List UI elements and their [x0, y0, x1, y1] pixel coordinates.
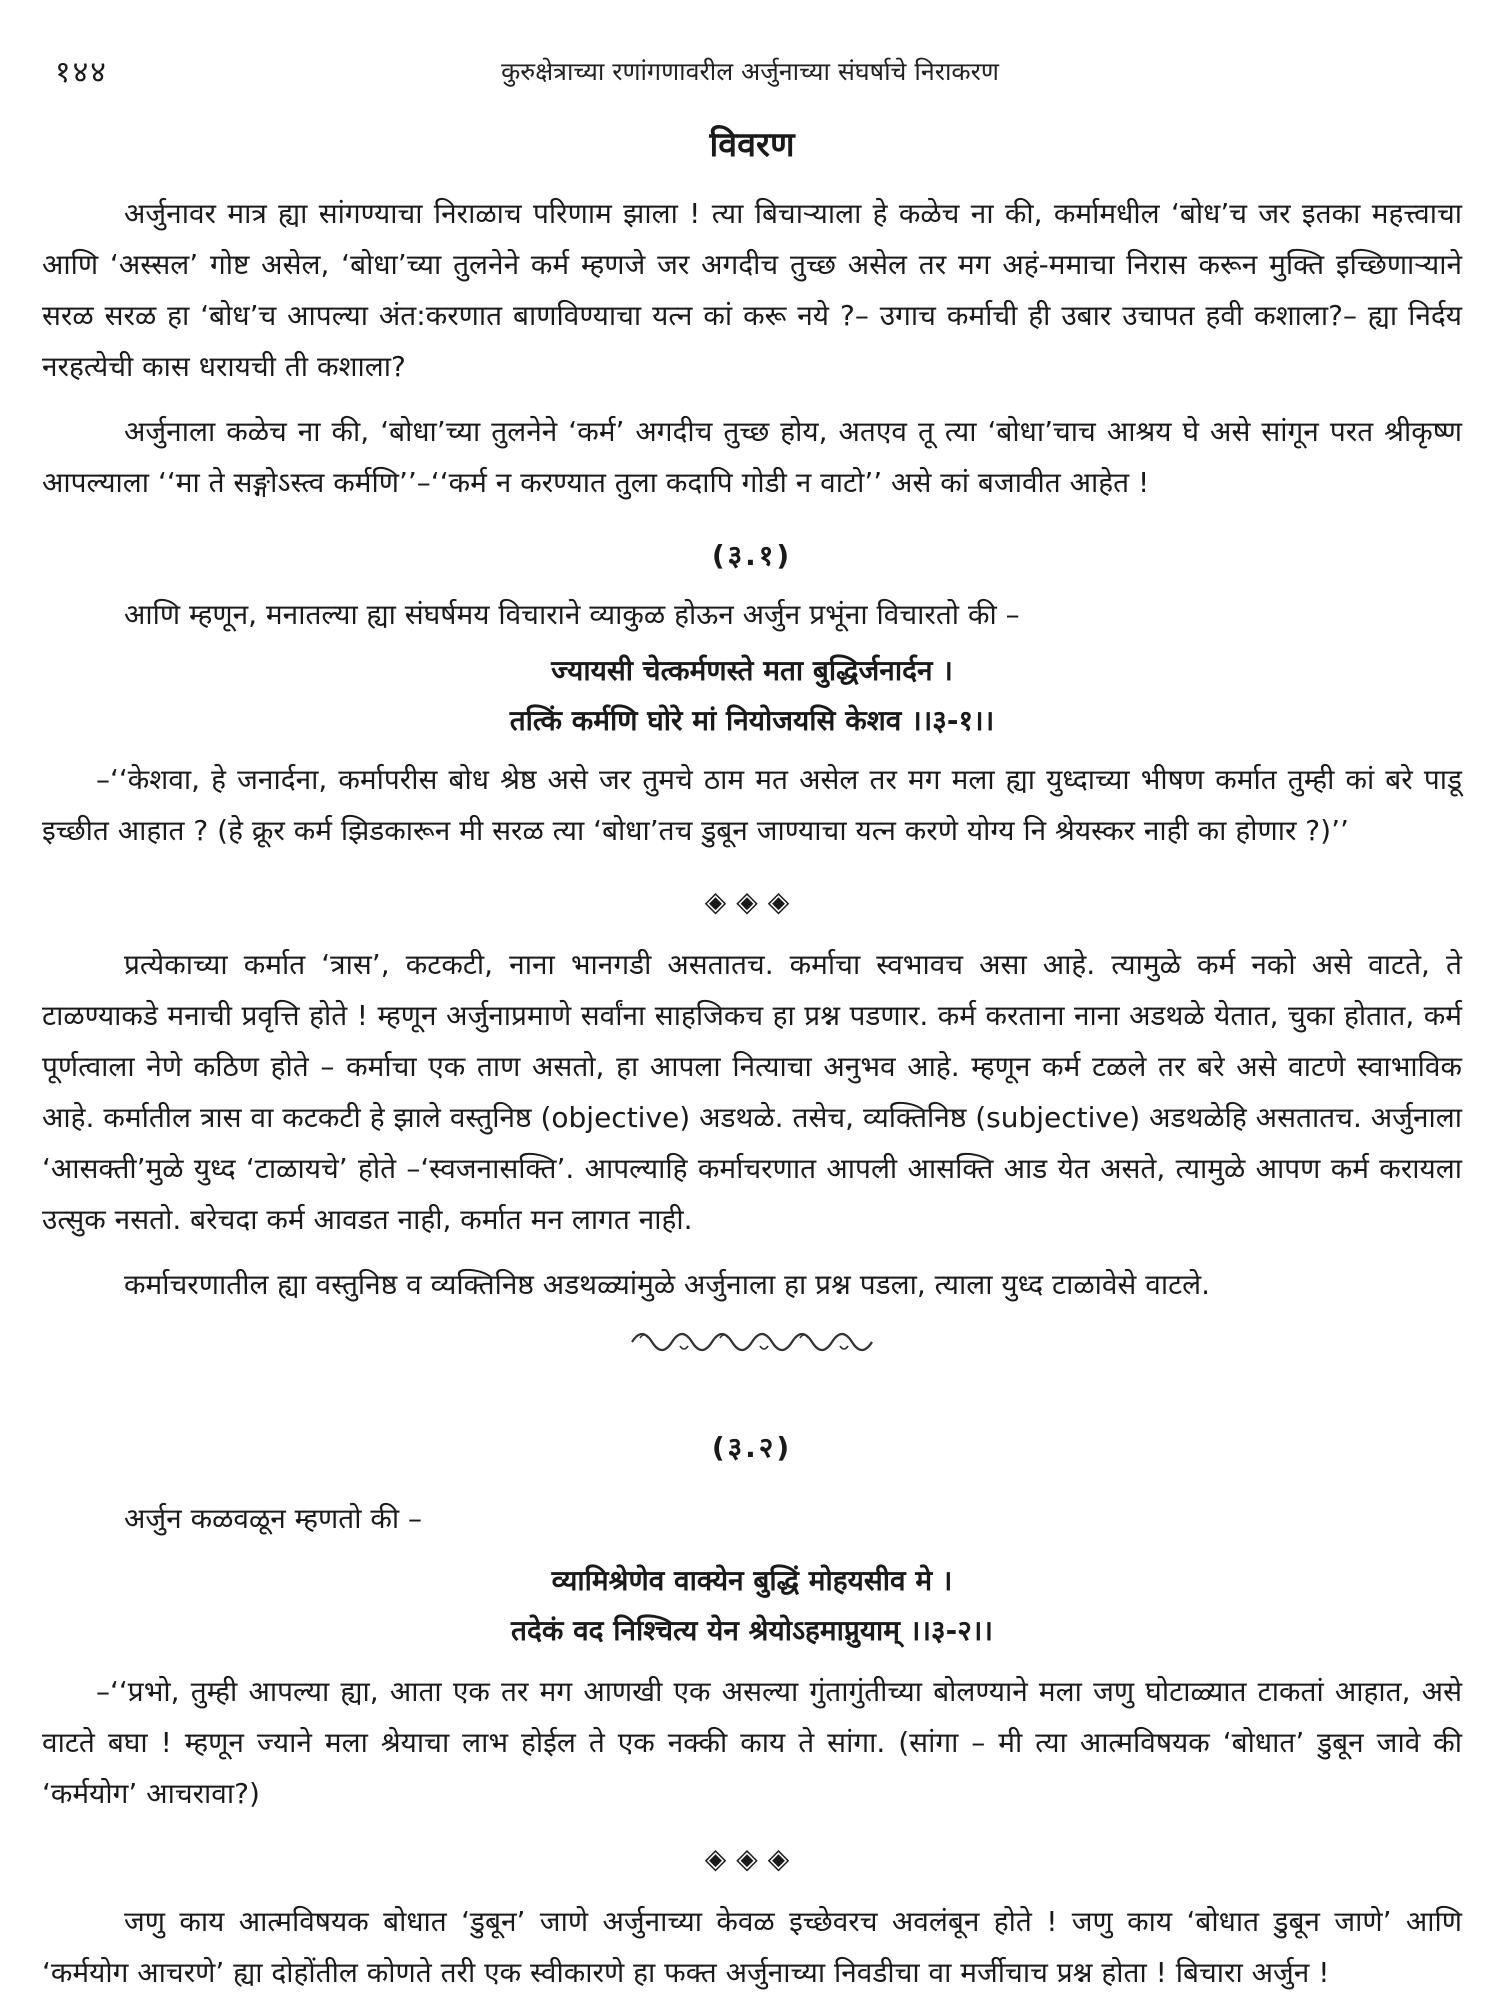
- page-content: [42, 118, 1462, 1998]
- verse1-translation: –‘‘केशवा, हे जनार्दना, कर्मापरीस बोध श्रेष्ठ असे जर तुमचे ठाम मत असेल तर मग मला ह्या युध्दाच्या भीषण कर्मात तुम्ही कां बरे पाडू इच्छीत आहात ? (हे क्रूर कर्म झिडकारून मी सरळ त्या ‘बोधा’तच डुबून जाण्याचा यत्न करणे योग्य नि श्रेयस्कर नाही का होणार ?)’’: [42, 763, 1462, 847]
- shloka-2-line-2: तदेकं वद निश्चित्य येन श्रेयोऽहमाप्नुयाम् ।।३-२।।: [511, 1614, 993, 1647]
- page-number: १४४: [55, 55, 108, 90]
- intro-paragraph-2: अर्जुनाला कळेच ना की, ‘बोधा’च्या तुलनेने ‘कर्म’ अगदीच तुच्छ होय, अतएव तू त्या ‘बोधा’चाच आश्रय घे असे सांगून परत श्रीकृष्ण आपल्याला ‘‘मा ते सङ्गोऽस्त्व कर्मणि’’–‘‘कर्म न करण्यात तुला कदापि गोडी न वाटो’’ असे कां बजावीत आहेत !: [42, 415, 1462, 499]
- section-title: विवरण: [709, 125, 795, 165]
- verse1-lead-in: आणि म्हणून, मनातल्या ह्या संघर्षमय विचाराने व्याकुळ होऊन अर्जुन प्रभूंना विचारतो की –: [124, 598, 1020, 631]
- verse2-commentary-1: जणु काय आत्मविषयक बोधात ‘डुबून’ जाणे अर्जुनाच्या केवळ इच्छेवरच अवलंबून होते ! जणु काय ‘बोधात डुबून जाणे’ आणि ‘कर्मयोग आचरणे’ ह्या दोहोंतील कोणते तरी एक स्वीकारणे हा फक्त अर्जुनाच्या निवडीचा वा मर्जीचाच प्रश्न होता ! बिचारा अर्जुन !: [42, 1905, 1462, 1989]
- verse2-translation: –‘‘प्रभो, तुम्ही आपल्या ह्या, आता एक तर मग आणखी एक असल्या गुंतागुंतीच्या बोलण्याने मला जणु घोटाळ्यात टाकतां आहात, असे वाटते बघा ! म्हणून ज्याने मला श्रेयाचा लाभ होईल ते एक नक्की काय ते सांगा. (सांगा – मी त्या आत्मविषयक ‘बोधात’ डुबून जावे की ‘कर्मयोग’ आचरावा?): [42, 1675, 1462, 1810]
- shloka-2-line-1: व्यामिश्रेणेव वाक्येन बुद्धिं मोहयसीव मे ।: [551, 1564, 953, 1597]
- shloka-1-line-1: ज्यायसी चेत्कर्मणस्ते मता बुद्धिर्जनार्दन ।: [551, 654, 953, 687]
- flourish-ornament: [42, 1318, 1462, 1362]
- verse-number-1: (३.१): [711, 539, 793, 572]
- verse1-commentary-1: प्रत्येकाच्या कर्मात ‘त्रास’, कटकटी, नाना भानगडी असतातच. कर्माचा स्वभावच असा आहे. त्यामुळे कर्म नको असे वाटते, ते टाळण्याकडे मनाची प्रवृत्ति होते ! म्हणून अर्जुनाप्रमाणे सर्वांना साहजिकच हा प्रश्न पडणार. कर्म करताना नाना अडथळे येतात, चुका होतात, कर्म पूर्णत्वाला नेणे कठिण होते – कर्माचा एक ताण असतो, हा आपला नित्याचा अनुभव आहे. म्हणून कर्म टळले तर बरे असे वाटणे स्वाभाविक आहे. कर्मातील त्रास वा कटकटी हे झाले वस्तुनिष्ठ (objective) अडथळे. तसेच, व्यक्तिनिष्ठ (subjective) अडथळेहि असतातच. अर्जुनाला ‘आसक्ती’मुळे युध्द ‘टाळायचे’ होते –‘स्वजनासक्ति’. आपल्याहि कर्माचरणात आपली आसक्ति आड येत असते, त्यामुळे आपण कर्म करायला उत्सुक नसतो. बरेचदा कर्म आवडत नाही, कर्मात मन लागत नाही.: [42, 948, 1462, 1236]
- verse1-commentary-2: कर्माचरणातील ह्या वस्तुनिष्ठ व व्यक्तिनिष्ठ अडथळ्यांमुळे अर्जुनाला हा प्रश्न पडला, त्याला युध्द टाळावेसे वाटले.: [124, 1268, 1211, 1301]
- verse-number-2: (३.२): [711, 1431, 793, 1464]
- verse2-lead-in: अर्जुन कळवळून म्हणतो की –: [124, 1502, 423, 1535]
- ornament-divider-2: ◈◈◈: [704, 1842, 800, 1875]
- intro-paragraph-1: अर्जुनावर मात्र ह्या सांगण्याचा निराळाच परिणाम झाला ! त्या बिचाऱ्याला हे कळेच ना की, कर्मामधील ‘बोध’च जर इतका महत्त्वाचा आणि ‘अस्सल’ गोष्ट असेल, ‘बोधा’च्या तुलनेने कर्म म्हणजे जर अगदीच तुच्छ असेल तर मग अहं-ममाचा निरास करून मुक्ति इच्छिणाऱ्याने सरळ सरळ हा ‘बोध’च आपल्या अंत:करणात बाणविण्याचा यत्न कां करू नये ?– उगाच कर्माची ही उबार उचापत हवी कशाला?– ह्या निर्दय नरहत्येची कास धरायची ती कशाला?: [42, 197, 1462, 383]
- flourish-icon: [622, 1318, 882, 1358]
- shloka-1-line-2: तत्किं कर्मणि घोरे मां नियोजयसि केशव ।।३-१।।: [509, 704, 995, 737]
- running-header: कुरुक्षेत्राच्या रणांगणावरील अर्जुनाच्या संघर्षाचे निराकरण: [501, 57, 999, 86]
- ornament-divider: ◈◈◈: [704, 885, 800, 918]
